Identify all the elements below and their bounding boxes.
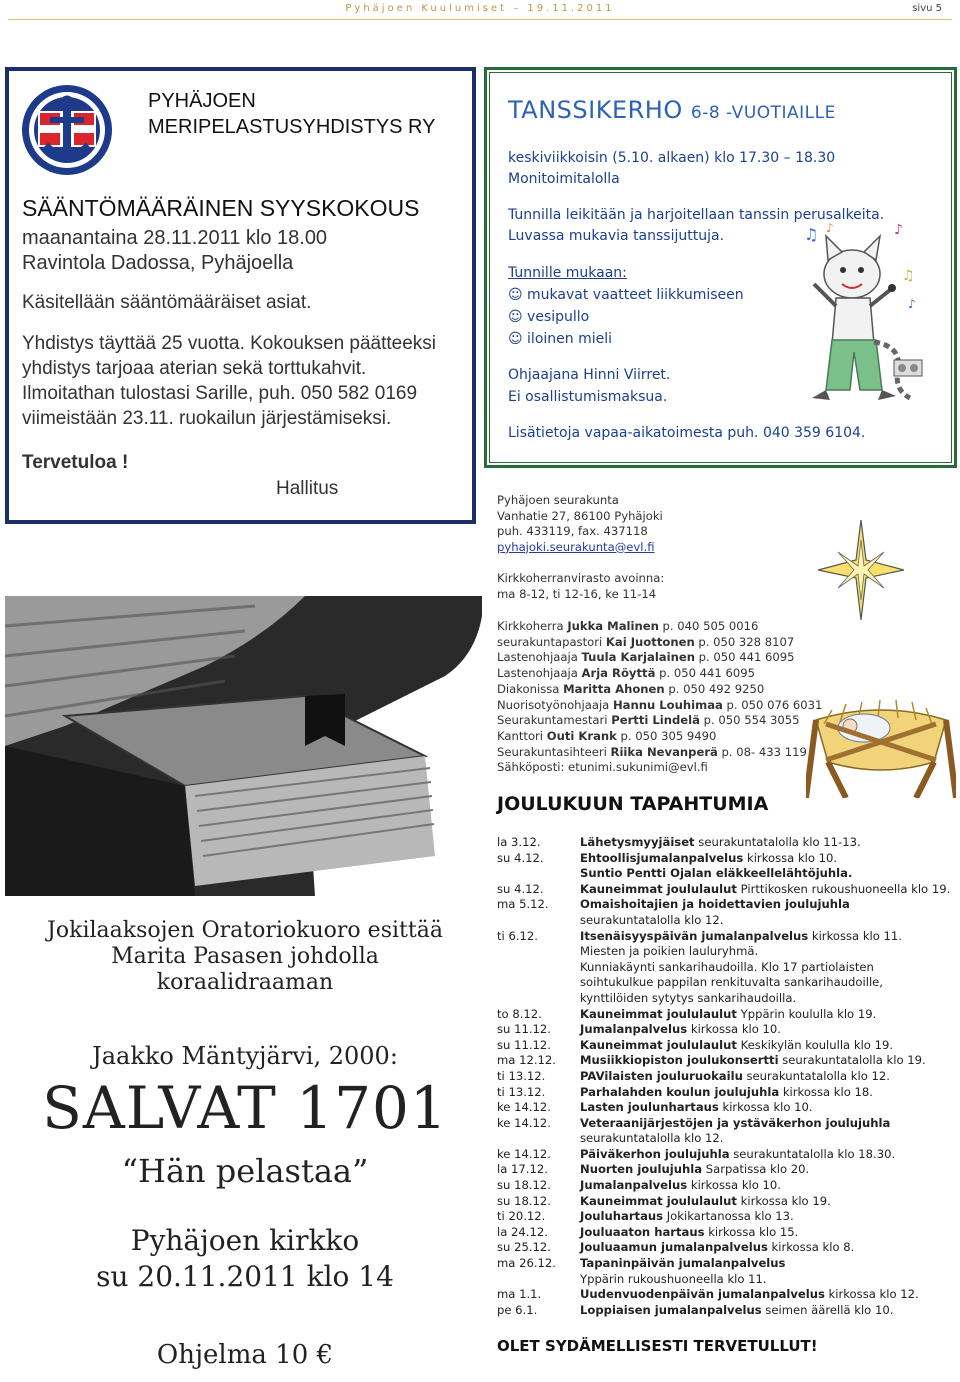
staff-row <box>497 713 822 729</box>
event-detail: kirkossa klo 18. <box>779 1084 873 1099</box>
dance-time: keskiviikkoisin (5.10. alkaen) klo 17.30 – 18.30 <box>508 150 836 166</box>
event-detail: Yppärin koululla klo 19. <box>736 1006 877 1021</box>
parish-phone: puh. 433119, fax. 437118 <box>497 524 648 539</box>
event-detail: kirkossa klo 10. <box>718 1100 813 1115</box>
event-name: Uudenvuodenpäivän jumalanpalvelus <box>580 1287 825 1302</box>
event-name: PAVilaisten jouluruokailu <box>580 1068 743 1083</box>
staff-role: Seurakuntamestari <box>497 713 612 728</box>
event-row <box>497 1178 952 1194</box>
event-row <box>497 913 952 929</box>
event-date: su 11.12. <box>497 1037 551 1052</box>
event-name: Veteraanijärjestöjen ja ystäväkerhon joulujuhla <box>580 1115 891 1130</box>
event-row <box>497 960 952 976</box>
event-detail: seurakuntatalolla klo 18.30. <box>729 1146 896 1161</box>
event-row <box>497 1069 952 1085</box>
dance-instructor: Ohjaajana Hinni Viirret. <box>508 367 671 383</box>
event-description <box>580 1240 952 1256</box>
event-description <box>580 1038 952 1054</box>
staff-row <box>497 635 822 651</box>
event-date: su 18.12. <box>497 1178 551 1193</box>
event-row <box>497 1147 952 1163</box>
event-row <box>497 897 952 913</box>
event-name: Omaishoitajien ja hoidettavien joulujuhla <box>580 897 850 912</box>
parish-address: Vanhatie 27, 86100 Pyhäjoki <box>497 508 663 523</box>
svg-text:♫: ♫ <box>804 225 819 244</box>
event-row <box>497 1085 952 1101</box>
dance-title-main: TANSSIKERHO <box>508 96 683 124</box>
event-date <box>497 960 580 976</box>
parish-contact <box>497 493 663 555</box>
event-detail: Keskikylän koululla klo 19. <box>736 1037 894 1052</box>
event-description <box>580 929 952 945</box>
staff-name: Arja Röyttä <box>581 666 656 681</box>
event-description <box>580 1131 952 1147</box>
parish-email-link[interactable]: pyhajoki.seurakunta@evl.fi <box>497 539 655 554</box>
dance-contact: Lisätietoja vapaa-aikatoimesta puh. 040 359 6104. <box>508 425 866 441</box>
event-date: ti 6.12. <box>497 928 538 943</box>
meeting-agenda: Käsitellään sääntömääräiset asiat. <box>22 292 312 313</box>
dance-title <box>508 96 836 124</box>
events-list <box>497 835 952 1318</box>
staff-role: Lastenohjaaja <box>497 650 582 665</box>
svg-text:♫: ♫ <box>902 268 915 284</box>
event-name: Jouluaaton hartaus <box>580 1224 705 1239</box>
event-detail: kynttilöiden sytytys sankarihaudoilla. <box>580 990 797 1005</box>
event-date: su 25.12. <box>497 1240 551 1255</box>
staff-phone: p. 050 554 3055 <box>699 713 800 728</box>
header-title: Pyhäjoen Kuulumiset – 19.11.2011 <box>345 3 615 14</box>
staff-email: Sähköposti: etunimi.sukunimi@evl.fi <box>497 760 708 775</box>
svg-text:♪: ♪ <box>826 222 834 235</box>
event-row <box>497 1131 952 1147</box>
event-description <box>580 1162 952 1178</box>
spacer <box>22 276 472 290</box>
event-name: Lähetysmyyjäiset <box>580 835 695 849</box>
event-name: Tapaninpäivän jumalanpalvelus <box>580 1256 786 1271</box>
event-description <box>580 1209 952 1225</box>
bible-photo <box>5 596 482 896</box>
event-row <box>497 944 952 960</box>
event-description <box>580 1100 952 1116</box>
event-date: ke 14.12. <box>497 1115 551 1130</box>
concert-poster <box>5 596 482 1382</box>
staff-role: Lastenohjaaja <box>497 666 582 681</box>
office-hours <box>497 571 664 602</box>
event-description <box>580 991 952 1007</box>
event-description <box>580 835 952 851</box>
meeting-title: SÄÄNTÖMÄÄRÄINEN SYYSKOKOUS <box>22 195 420 221</box>
staff-phone: p. 050 441 6095 <box>694 650 795 665</box>
dance-bring-item: ☺ mukavat vaatteet liikkumiseen <box>508 287 744 303</box>
event-row <box>497 1116 952 1132</box>
office-times: ma 8-12, ti 12-16, ke 11-14 <box>497 586 657 601</box>
event-detail: kirkossa klo 10. <box>687 1178 781 1193</box>
event-description <box>580 1147 952 1163</box>
event-name: Jouluhartaus <box>580 1209 664 1224</box>
event-detail: seurakuntatalolla klo 12. <box>580 1131 724 1146</box>
event-date <box>497 1272 580 1288</box>
event-date: su 11.12. <box>497 1022 551 1037</box>
staff-role: Diakonissa <box>497 681 564 696</box>
event-description <box>580 1053 952 1069</box>
manger-illustration <box>806 680 956 798</box>
dance-description-2: Luvassa mukavia tanssijuttuja. <box>508 228 725 244</box>
spacer <box>22 315 472 331</box>
dance-bring-title: Tunnille mukaan: <box>508 265 627 281</box>
event-detail: Yppärin rukoushuoneella klo 11. <box>580 1271 767 1286</box>
event-date: ma 26.12. <box>497 1256 556 1271</box>
christmas-star-icon <box>818 520 904 620</box>
event-description <box>580 944 952 960</box>
event-detail: kirkossa klo 12. <box>824 1287 919 1302</box>
event-date: su 4.12. <box>497 881 544 896</box>
event-date: to 8.12. <box>497 1006 542 1021</box>
staff-name: Maritta Ahonen <box>563 681 665 696</box>
poster-title: SALVAT 1701 <box>42 1074 448 1142</box>
poster-line-2: Marita Pasasen johdolla <box>111 944 379 969</box>
event-detail: kirkossa klo 11. <box>808 928 902 943</box>
event-detail: kirkossa klo 10. <box>687 1022 781 1037</box>
event-date: ma 5.12. <box>497 897 549 912</box>
event-detail: kirkossa klo 19. <box>736 1193 831 1208</box>
event-name: Kauneimmat joululaulut <box>580 1193 737 1208</box>
event-description <box>580 975 952 991</box>
svg-text:♪: ♪ <box>908 297 916 311</box>
dance-fee: Ei osallistumismaksua. <box>508 389 668 405</box>
event-detail: seurakuntatalolla klo 19. <box>778 1053 926 1068</box>
event-row <box>497 1053 952 1069</box>
event-date: ma 1.1. <box>497 1287 542 1302</box>
staff-role: Kanttori <box>497 728 547 743</box>
staff-phone: p. 050 305 9490 <box>616 728 717 743</box>
staff-name: Kai Juottonen <box>605 634 695 649</box>
staff-phone: p. 08- 433 119 <box>717 744 807 759</box>
event-row <box>497 1225 952 1241</box>
event-date: ke 14.12. <box>497 1146 551 1161</box>
event-name: Kauneimmat joululaulut <box>580 1037 737 1052</box>
poster-venue: Pyhäjoen kirkko <box>130 1224 360 1257</box>
event-name: Parhalahden koulun joulujuhla <box>580 1084 780 1099</box>
event-description <box>580 1272 952 1288</box>
staff-phone: p. 050 076 6031 <box>722 697 823 712</box>
event-row <box>497 851 952 867</box>
staff-phone: p. 050 441 6095 <box>655 666 755 681</box>
poster-date: su 20.11.2011 klo 14 <box>96 1260 394 1293</box>
event-date: la 24.12. <box>497 1224 548 1239</box>
club-name <box>148 88 468 140</box>
event-row <box>497 929 952 945</box>
event-name: Loppiaisen jumalanpalvelus <box>580 1302 762 1317</box>
event-detail: Jokikartanossa klo 13. <box>663 1209 794 1224</box>
poster-price: Ohjelma 10 € <box>156 1340 334 1370</box>
parish-name: Pyhäjoen seurakunta <box>497 493 619 507</box>
event-row <box>497 1209 952 1225</box>
event-detail: Sarpatissa klo 20. <box>702 1162 810 1177</box>
sea-rescue-logo-icon <box>20 83 114 177</box>
event-row <box>497 1007 952 1023</box>
event-row <box>497 1194 952 1210</box>
staff-row <box>497 698 822 714</box>
meeting-text-1: Yhdistys täyttää 25 vuotta. Kokouksen päätteeksi <box>22 333 437 354</box>
event-description <box>580 913 952 929</box>
poster-line-4: Jaakko Mäntyjärvi, 2000: <box>92 1042 398 1070</box>
event-row <box>497 1022 952 1038</box>
event-description <box>580 1256 952 1272</box>
event-description <box>580 1007 952 1023</box>
event-row <box>497 882 952 898</box>
meeting-text-3: Ilmoitathan tulostasi Sarille, puh. 050 582 0169 <box>22 383 418 404</box>
closing-message: OLET SYDÄMELLISESTI TERVETULLUT! <box>497 1337 818 1355</box>
club-name-line2: MERIPELASTUSYHDISTYS RY <box>148 116 436 138</box>
event-description <box>580 1194 952 1210</box>
staff-role: Seurakuntasihteeri <box>497 744 611 759</box>
staff-name: Hannu Louhimaa <box>612 697 723 712</box>
staff-phone: p. 040 505 0016 <box>658 619 759 633</box>
dance-description-1: Tunnilla leikitään ja harjoitellaan tanssin perusalkeita. <box>508 207 885 223</box>
event-date: su 18.12. <box>497 1193 551 1208</box>
staff-row <box>497 729 822 745</box>
event-description <box>580 882 952 898</box>
event-description <box>580 1303 952 1319</box>
staff-role: Kirkkoherra <box>497 619 568 633</box>
welcome-text: Tervetuloa ! <box>22 452 129 473</box>
event-row <box>497 1038 952 1054</box>
event-detail: seimen äärellä klo 10. <box>761 1302 894 1317</box>
event-name: Musiikkiopiston joulukonsertti <box>580 1053 779 1068</box>
event-detail: kirkossa klo 10. <box>743 850 838 865</box>
staff-row <box>497 666 822 682</box>
event-detail: seurakuntatalolla klo 11-13. <box>694 835 861 849</box>
dance-location: Monitoimitalolla <box>508 171 620 187</box>
staff-name: Tuula Karjalainen <box>581 650 695 665</box>
event-description <box>580 1225 952 1241</box>
event-row <box>497 1240 952 1256</box>
event-row <box>497 1303 952 1319</box>
event-row <box>497 866 952 882</box>
event-name: Jumalanpalvelus <box>580 1022 688 1037</box>
header-divider <box>8 19 952 20</box>
event-date: ti 13.12. <box>497 1068 546 1083</box>
meeting-place: Ravintola Dadossa, Pyhäjoella <box>22 252 294 274</box>
event-row <box>497 991 952 1007</box>
event-date: ti 13.12. <box>497 1084 546 1099</box>
event-detail: Miesten ja poikien lauluryhmä. <box>580 944 759 959</box>
signature: Hallitus <box>276 478 339 499</box>
event-date: ti 20.12. <box>497 1209 546 1224</box>
staff-row <box>497 745 822 761</box>
poster-line-1: Jokilaaksojen Oratoriokuoro esittää <box>47 918 443 943</box>
staff-row <box>497 650 822 666</box>
event-date: ma 12.12. <box>497 1053 556 1068</box>
event-row <box>497 1162 952 1178</box>
event-row <box>497 975 952 991</box>
event-row <box>497 835 952 851</box>
event-name: Lasten joulunhartaus <box>580 1100 719 1115</box>
event-name: Kauneimmat joululaulut <box>580 881 737 896</box>
meeting-text-2: yhdistys tarjoaa aterian sekä torttukahvit. <box>22 358 367 379</box>
staff-phone: p. 050 328 8107 <box>694 634 795 649</box>
event-name: Kauneimmat joululaulut <box>580 1006 737 1021</box>
event-detail: seurakuntatalolla klo 12. <box>742 1068 890 1083</box>
event-row <box>497 1287 952 1303</box>
event-name: Jouluaamun jumalanpalvelus <box>580 1240 768 1255</box>
poster-line-3: koraalidraaman <box>156 970 334 995</box>
staff-row <box>497 682 822 698</box>
dance-title-sub: 6-8 -VUOTIAILLE <box>690 103 836 123</box>
event-date: su 4.12. <box>497 850 544 865</box>
svg-text:♪: ♪ <box>894 222 903 238</box>
event-date <box>497 866 580 882</box>
meeting-date: maanantaina 28.11.2011 klo 18.00 <box>22 227 328 249</box>
staff-role: Nuorisotyönohjaaja <box>497 697 613 712</box>
dance-bring-item: ☺ vesipullo <box>508 309 590 325</box>
dance-bring-item: ☺ iloinen mieli <box>508 331 613 347</box>
event-row <box>497 1256 952 1272</box>
event-detail: seurakuntatalolla klo 12. <box>580 912 724 927</box>
event-date: la 17.12. <box>497 1162 548 1177</box>
event-detail: soihtukulkue pappilan renkituvalta sankarihaudoille, <box>580 975 883 990</box>
staff-phone: p. 050 492 9250 <box>664 681 765 696</box>
event-date: pe 6.1. <box>497 1302 538 1317</box>
event-detail: kirkossa klo 8. <box>767 1240 855 1255</box>
staff-name: Pertti Lindelä <box>611 713 700 728</box>
staff-name: Riika Nevanperä <box>610 744 718 759</box>
staff-name: Outi Krank <box>546 728 617 743</box>
event-name: Jumalanpalvelus <box>580 1178 688 1193</box>
event-description <box>580 1069 952 1085</box>
club-name-line1: PYHÄJOEN <box>148 90 256 112</box>
event-date: ke 14.12. <box>497 1100 551 1115</box>
event-row <box>497 1100 952 1116</box>
event-description <box>580 960 952 976</box>
staff-role: seurakuntapastori <box>497 634 606 649</box>
event-description <box>580 1287 952 1303</box>
staff-name: Jukka Malinen <box>567 619 659 633</box>
event-name: Itsenäisyyspäivän jumalanpalvelus <box>580 928 809 943</box>
event-description <box>580 1022 952 1038</box>
event-date <box>497 944 580 960</box>
event-name: Päiväkerhon joulujuhla <box>580 1146 730 1161</box>
event-description <box>580 851 952 867</box>
meeting-details <box>22 226 472 431</box>
event-name: Nuorten joulujuhla <box>580 1162 703 1177</box>
event-detail: Pirttikosken rukoushuoneella klo 19. <box>736 881 951 896</box>
event-name: Suntio Pentti Ojalan eläkkeellelähtöjuhla. <box>580 866 853 881</box>
event-name: Ehtoollisjumalanpalvelus <box>580 850 744 865</box>
poster-subtitle: “Hän pelastaa” <box>121 1152 369 1190</box>
staff-list <box>497 619 822 776</box>
page-number: sivu 5 <box>912 3 942 14</box>
event-date: la 3.12. <box>497 835 541 849</box>
meeting-text-4: viimeistään 23.11. ruokailun järjestämiseksi. <box>22 408 392 429</box>
event-detail: Kunniakäynti sankarihaudoilla. Klo 17 partiolaisten <box>580 959 874 974</box>
event-detail: kirkossa klo 15. <box>704 1224 799 1239</box>
office-title: Kirkkoherranvirasto avoinna: <box>497 571 665 585</box>
event-date <box>497 1131 580 1147</box>
event-date <box>497 975 580 991</box>
dancing-cat-illustration <box>798 222 926 416</box>
event-description <box>580 866 952 882</box>
event-date <box>497 991 580 1007</box>
event-description <box>580 897 952 913</box>
event-description <box>580 1116 952 1132</box>
staff-row <box>497 619 822 635</box>
event-date <box>497 913 580 929</box>
event-description <box>580 1085 952 1101</box>
events-title: JOULUKUUN TAPAHTUMIA <box>497 793 769 815</box>
event-row <box>497 1272 952 1288</box>
event-description <box>580 1178 952 1194</box>
